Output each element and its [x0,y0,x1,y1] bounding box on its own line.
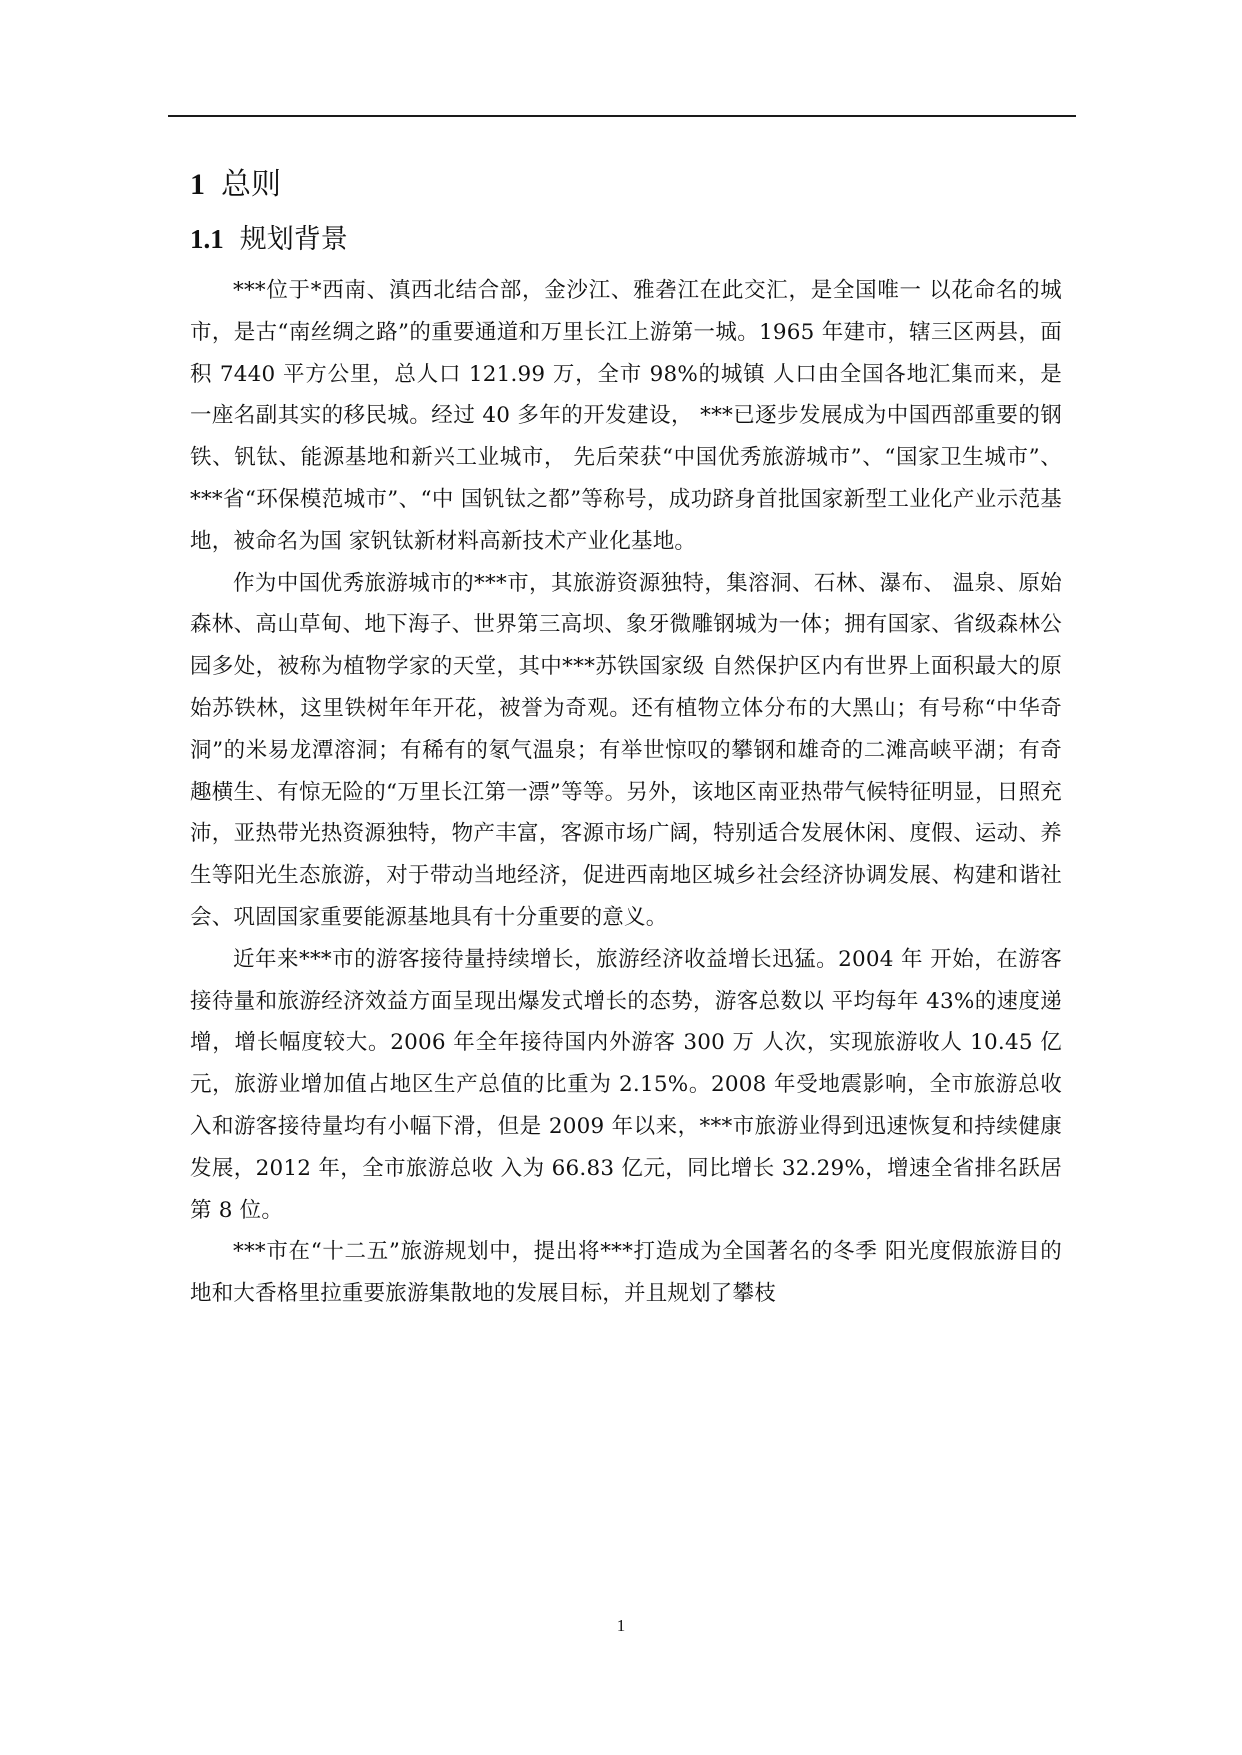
paragraph-background: ***位于*西南、滇西北结合部，金沙江、雅砻江在此交汇，是全国唯一 以花命名的城市，是古“南丝绸之路”的重要通道和万里长江上游第一城。1965 年建市，辖三区两县，面积 7440 平方公里，总人口 121.99 万，全市 98%的城镇 人口由全国各地汇集而来，是一座名副其实的移民城。经过 40 多年的开发建设， ***已逐步发展成为中国西部重要的钢铁、钒钛、能源基地和新兴工业城市， 先后荣获“中国优秀旅游城市”、“国家卫生城市”、***省“环保模范城市”、“中 国钒钛之都”等称号，成功跻身首批国家新型工业化产业示范基地，被命名为国 家钒钛新材料高新技术产业化基地。 [190,278,1062,554]
section-title: 总则 [221,168,281,201]
paragraph-tourism-resources: 作为中国优秀旅游城市的***市，其旅游资源独特，集溶洞、石林、瀑布、 温泉、原始森林、高山草甸、地下海子、世界第三高坝、象牙微雕钢城为一体；拥有国家、省级森林公园多处，被称为植物学家的天堂，其中***苏铁国家级 自然保护区内有世界上面积最大的原始苏铁林，这里铁树年年开花，被誉为奇观。还有植物立体分布的大黑山；有号称“中华奇洞”的米易龙潭溶洞；有稀有的氡气温泉；有举世惊叹的攀钢和雄奇的二滩高峡平湖；有奇趣横生、有惊无险的“万里长江第一漂”等等。另外，该地区南亚热带气候特征明显，日照充沛，亚热带光热资源独特，物产丰富，客源市场广阔，特别适合发展休闲、度假、运动、养生等阳光生态旅游，对于带动当地经济，促进西南地区城乡社会经济协调发展、构建和谐社会、巩固国家重要能源基地具有十分重要的意义。 [190,570,1062,930]
section-heading-1 [190,160,1062,210]
subsection-heading [190,214,1062,264]
subsection-number: 1.1 [190,224,224,254]
subsection-title: 规划背景 [239,224,348,254]
paragraph-tourism-growth: 近年来***市的游客接待量持续增长，旅游经济收益增长迅猛。2004 年 开始，在游客接待量和旅游经济效益方面呈现出爆发式增长的态势，游客总数以 平均每年 43%的速度递增，增长幅度较大。2006 年全年接待国内外游客 300 万 人次，实现旅游收人 10.45 亿元，旅游业增加值占地区生产总值的比重为 2.15%。2008 年受地震影响，全市旅游总收入和游客接待量均有小幅下滑，但是 2009 年以来，***市旅游业得到迅速恢复和持续健康发展，2012 年，全市旅游总收 入为 66.83 亿元，同比增长 32.29%，增速全省排名跃居第 8 位。 [190,946,1062,1223]
page-number: 1 [616,1616,626,1635]
document-body [190,160,1062,1315]
header-rule [168,115,1076,117]
paragraph-planning: ***市在“十二五”旅游规划中，提出将***打造成为全国著名的冬季 阳光度假旅游目的地和大香格里拉重要旅游集散地的发展目标，并且规划了攀枝 [190,1239,1062,1307]
section-number: 1 [190,168,205,201]
